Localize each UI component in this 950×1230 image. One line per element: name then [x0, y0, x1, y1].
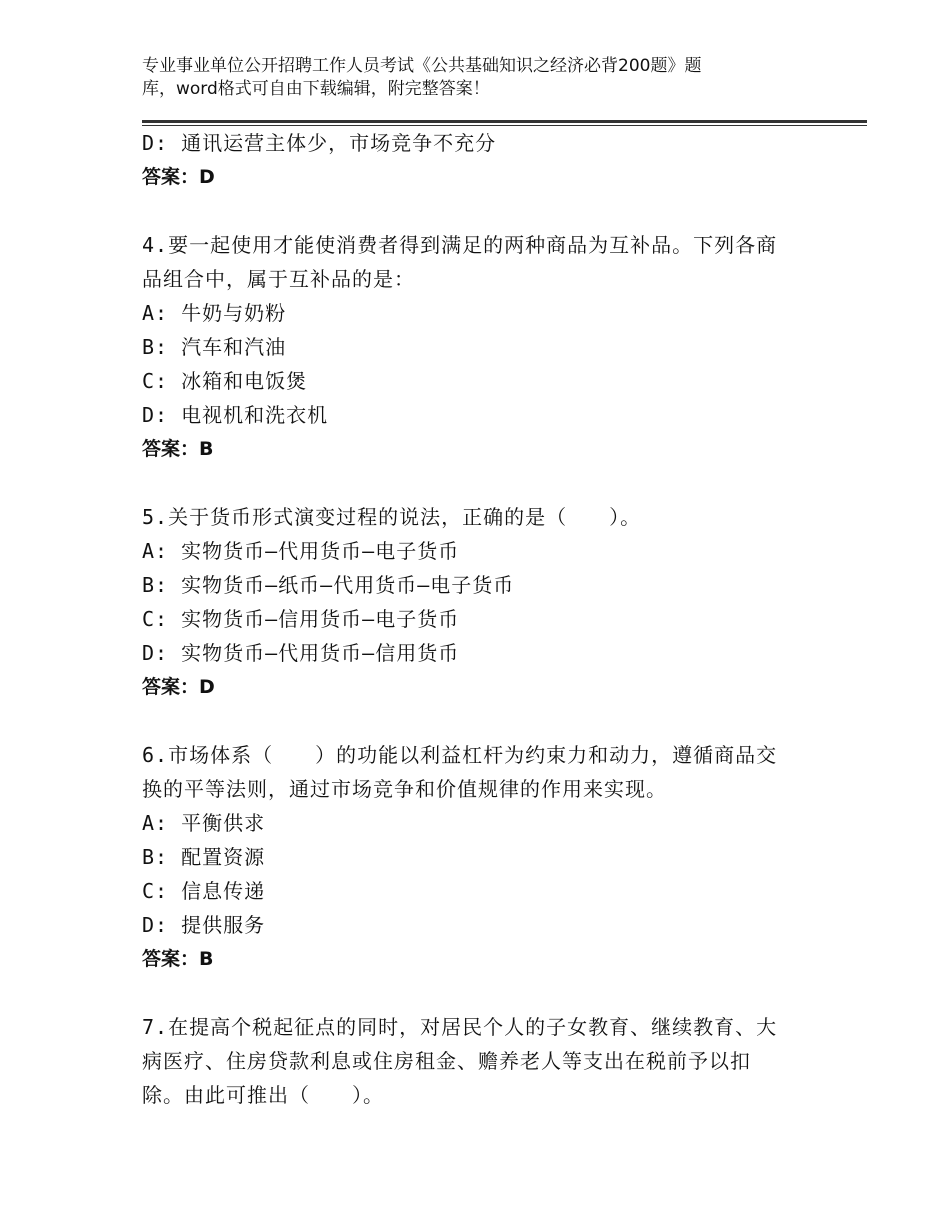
q4-answer: 答案：B	[142, 438, 214, 460]
q4-option-a: A: 牛奶与奶粉	[142, 301, 287, 325]
q4-stem-line-1: 4.要一起使用才能使消费者得到满足的两种商品为互补品。下列各商	[142, 233, 778, 257]
q6-option-d: D: 提供服务	[142, 913, 266, 937]
q6-option-b: B: 配置资源	[142, 845, 266, 869]
question-3	[142, 126, 822, 194]
q7-stem-line-3: 除。由此可推出（ ）。	[142, 1083, 384, 1107]
q5-option-c: C: 实物货币—信用货币—电子货币	[142, 607, 460, 631]
q3-answer: 答案：D	[142, 166, 215, 188]
page-header	[142, 55, 782, 101]
header-title-line-2: 库，word格式可自由下载编辑，附完整答案！	[142, 79, 490, 99]
q3-option-d: D: 通讯运营主体少，市场竞争不充分	[142, 131, 497, 155]
header-rule-thick	[142, 120, 867, 123]
q6-option-a: A: 平衡供求	[142, 811, 266, 835]
q4-option-d: D: 电视机和洗衣机	[142, 403, 329, 427]
spacer	[142, 466, 822, 500]
question-6	[142, 738, 822, 976]
question-5	[142, 500, 822, 704]
q4-stem-line-2: 品组合中，属于互补品的是：	[142, 267, 415, 291]
q6-option-c: C: 信息传递	[142, 879, 266, 903]
q4-option-b: B: 汽车和汽油	[142, 335, 287, 359]
q5-option-b: B: 实物货币—纸币—代用货币—电子货币	[142, 573, 515, 597]
header-title-line-1: 专业事业单位公开招聘工作人员考试《公共基础知识之经济必背200题》题	[142, 56, 702, 76]
spacer	[142, 976, 822, 1010]
q6-answer: 答案：B	[142, 948, 214, 970]
q4-option-c: C: 冰箱和电饭煲	[142, 369, 308, 393]
q5-option-a: A: 实物货币—代用货币—电子货币	[142, 539, 460, 563]
q7-stem-line-2: 病医疗、住房贷款利息或住房租金、赡养老人等支出在税前予以扣	[142, 1049, 751, 1073]
q6-stem-line-1: 6.市场体系（ ）的功能以利益杠杆为约束力和动力，遵循商品交	[142, 743, 778, 767]
question-7	[142, 1010, 822, 1112]
question-list	[142, 126, 822, 1112]
question-4	[142, 228, 822, 466]
q5-option-d: D: 实物货币—代用货币—信用货币	[142, 641, 460, 665]
q6-stem-line-2: 换的平等法则，通过市场竞争和价值规律的作用来实现。	[142, 777, 667, 801]
q5-stem-line-1: 5.关于货币形式演变过程的说法，正确的是（ ）。	[142, 505, 642, 529]
q5-answer: 答案：D	[142, 676, 215, 698]
spacer	[142, 704, 822, 738]
spacer	[142, 194, 822, 228]
q7-stem-line-1: 7.在提高个税起征点的同时，对居民个人的子女教育、继续教育、大	[142, 1015, 778, 1039]
